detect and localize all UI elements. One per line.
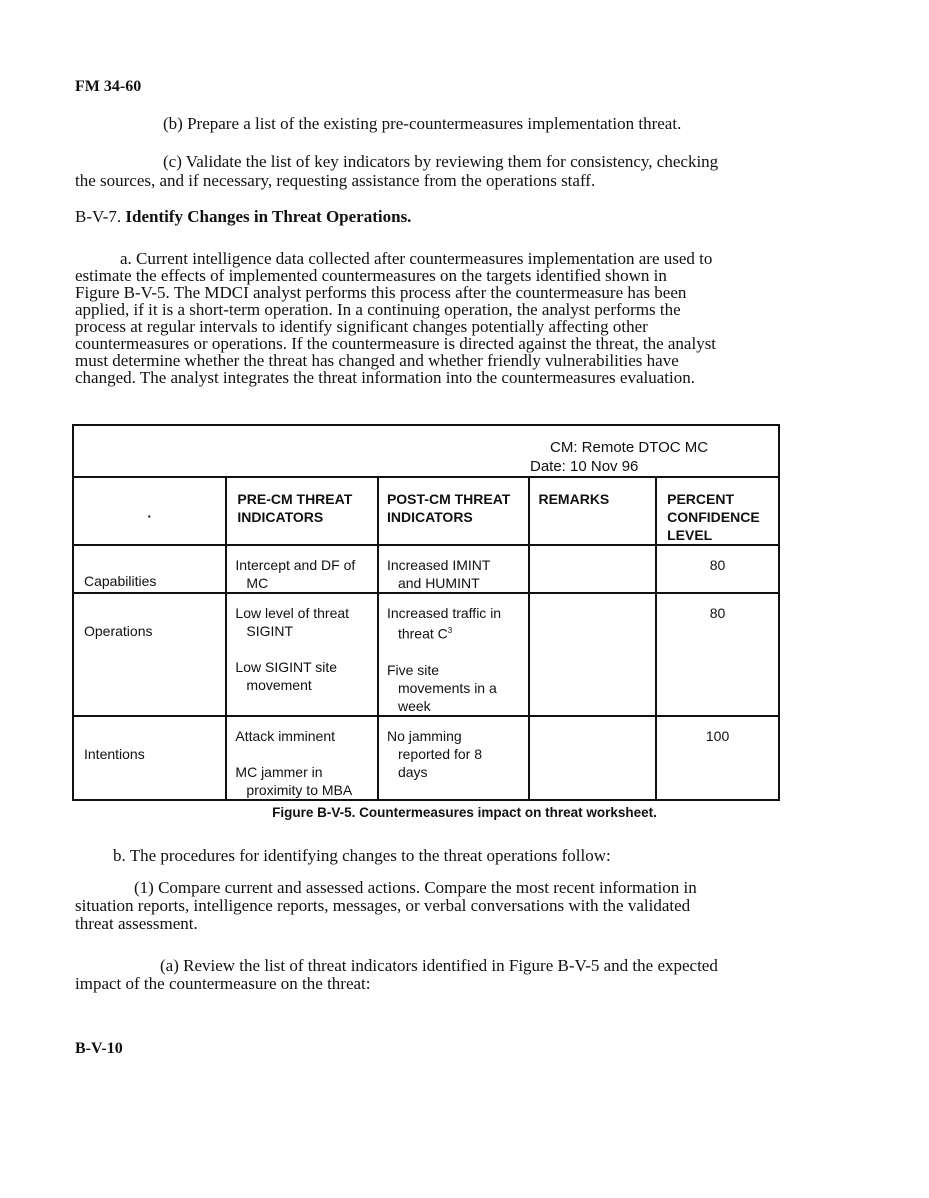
post-cm-indicator: Increased IMINT (386, 557, 491, 573)
table-row (73, 593, 779, 716)
post-cm-indicator: week (397, 697, 431, 714)
post-cm-indicator: No jamming (386, 727, 462, 744)
post-cm-indicator-text: threat C (397, 625, 448, 642)
column-header-confidence: PERCENT CONFIDENCE LEVEL (656, 477, 779, 545)
pre-cm-indicator: SIGINT (246, 623, 294, 639)
confidence-value: 80 (656, 545, 779, 593)
page-number: B-V-10 (75, 1040, 123, 1057)
column-header-pre-cm: PRE-CM THREAT INDICATORS (226, 477, 378, 545)
pre-cm-indicator: Intercept and DF of (235, 557, 356, 573)
post-cm-indicator: and HUMINT (397, 575, 480, 591)
paragraph-1-line: situation reports, intelligence reports, messages, or verbal conversations with the validated (75, 896, 691, 915)
post-cm-indicator (387, 622, 523, 643)
pre-cm-indicator: proximity to MBA (246, 781, 353, 798)
paragraph-a-line: estimate the effects of implemented countermeasures on the targets identified shown in (75, 266, 667, 285)
paragraph-c-line: the sources, and if necessary, requesting assistance from the operations staff. (75, 171, 596, 190)
paragraph-a-line: a. Current intelligence data collected after countermeasures implementation are used to (120, 249, 713, 268)
confidence-value: 80 (656, 593, 779, 716)
paragraph-a-line: process at regular intervals to identify significant changes potentially affecting other (75, 317, 648, 336)
remarks-cell (529, 593, 656, 716)
column-header-blank: · (73, 477, 226, 545)
pre-cm-indicator: Low level of threat (235, 605, 350, 621)
paragraph-b: b. The procedures for identifying changes to the threat operations follow: (113, 846, 611, 865)
remarks-cell (529, 716, 656, 800)
header-row (73, 477, 779, 545)
paragraph-a-line: Figure B-V-5. The MDCI analyst performs this process after the countermeasure has been (75, 283, 687, 302)
remarks-cell (529, 545, 656, 593)
threat-worksheet-table (72, 424, 780, 801)
date-label: Date: 10 Nov 96 (530, 458, 639, 475)
paragraph-c-line: (c) Validate the list of key indicators by reviewing them for consistency, checking (163, 152, 719, 171)
pre-cm-indicator: Low SIGINT site (235, 659, 338, 675)
paragraph-1a-line: (a) Review the list of threat indicators identified in Figure B-V-5 and the expected (160, 956, 718, 975)
document-id: FM 34-60 (75, 78, 142, 95)
paragraph-a-line: applied, if it is a short-term operation. In a continuing operation, the analyst performs the (75, 300, 681, 319)
figure-caption: Figure B-V-5. Countermeasures impact on threat worksheet. (272, 805, 657, 820)
pre-cm-indicator: movement (246, 677, 312, 693)
worksheet-title-row (73, 425, 779, 477)
post-cm-indicator: Increased traffic in (386, 605, 502, 621)
post-cm-indicator: Five site (386, 661, 440, 678)
paragraph-1-line: threat assessment. (75, 914, 198, 933)
paragraph-b-prepare: (b) Prepare a list of the existing pre-countermeasures implementation threat. (163, 114, 682, 133)
row-category: Operations (73, 593, 226, 716)
row-category: Capabilities (73, 545, 226, 593)
post-cm-indicator: reported for 8 (397, 745, 483, 762)
column-header-remarks: REMARKS (529, 477, 656, 545)
section-heading (75, 208, 411, 226)
superscript: 3 (447, 626, 453, 635)
cm-label: CM: Remote DTOC MC (550, 439, 709, 456)
section-number: B-V-7. (75, 207, 122, 226)
column-header-post-cm: POST-CM THREAT INDICATORS (378, 477, 530, 545)
paragraph-a-line: must determine whether the threat has changed and whether friendly vulnerabilities have (75, 351, 679, 370)
section-title: Identify Changes in Threat Operations. (125, 207, 412, 226)
pre-cm-indicator: Attack imminent (235, 727, 335, 744)
row-category: Intentions (73, 716, 226, 800)
paragraph-a-line: changed. The analyst integrates the threat information into the countermeasures evaluation. (75, 368, 695, 387)
paragraph-1-line: (1) Compare current and assessed actions. Compare the most recent information in (134, 878, 697, 897)
post-cm-indicator: movements in a (397, 679, 497, 696)
paragraph-1a-line: impact of the countermeasure on the threat: (75, 974, 371, 993)
table-row (73, 716, 779, 800)
table-row (73, 545, 779, 593)
post-cm-indicator: days (397, 763, 428, 780)
paragraph-a-line: countermeasures or operations. If the countermeasure is directed against the threat, the analyst (75, 334, 717, 353)
pre-cm-indicator: MC (246, 575, 269, 591)
confidence-value: 100 (656, 716, 779, 800)
pre-cm-indicator: MC jammer in (235, 763, 323, 780)
